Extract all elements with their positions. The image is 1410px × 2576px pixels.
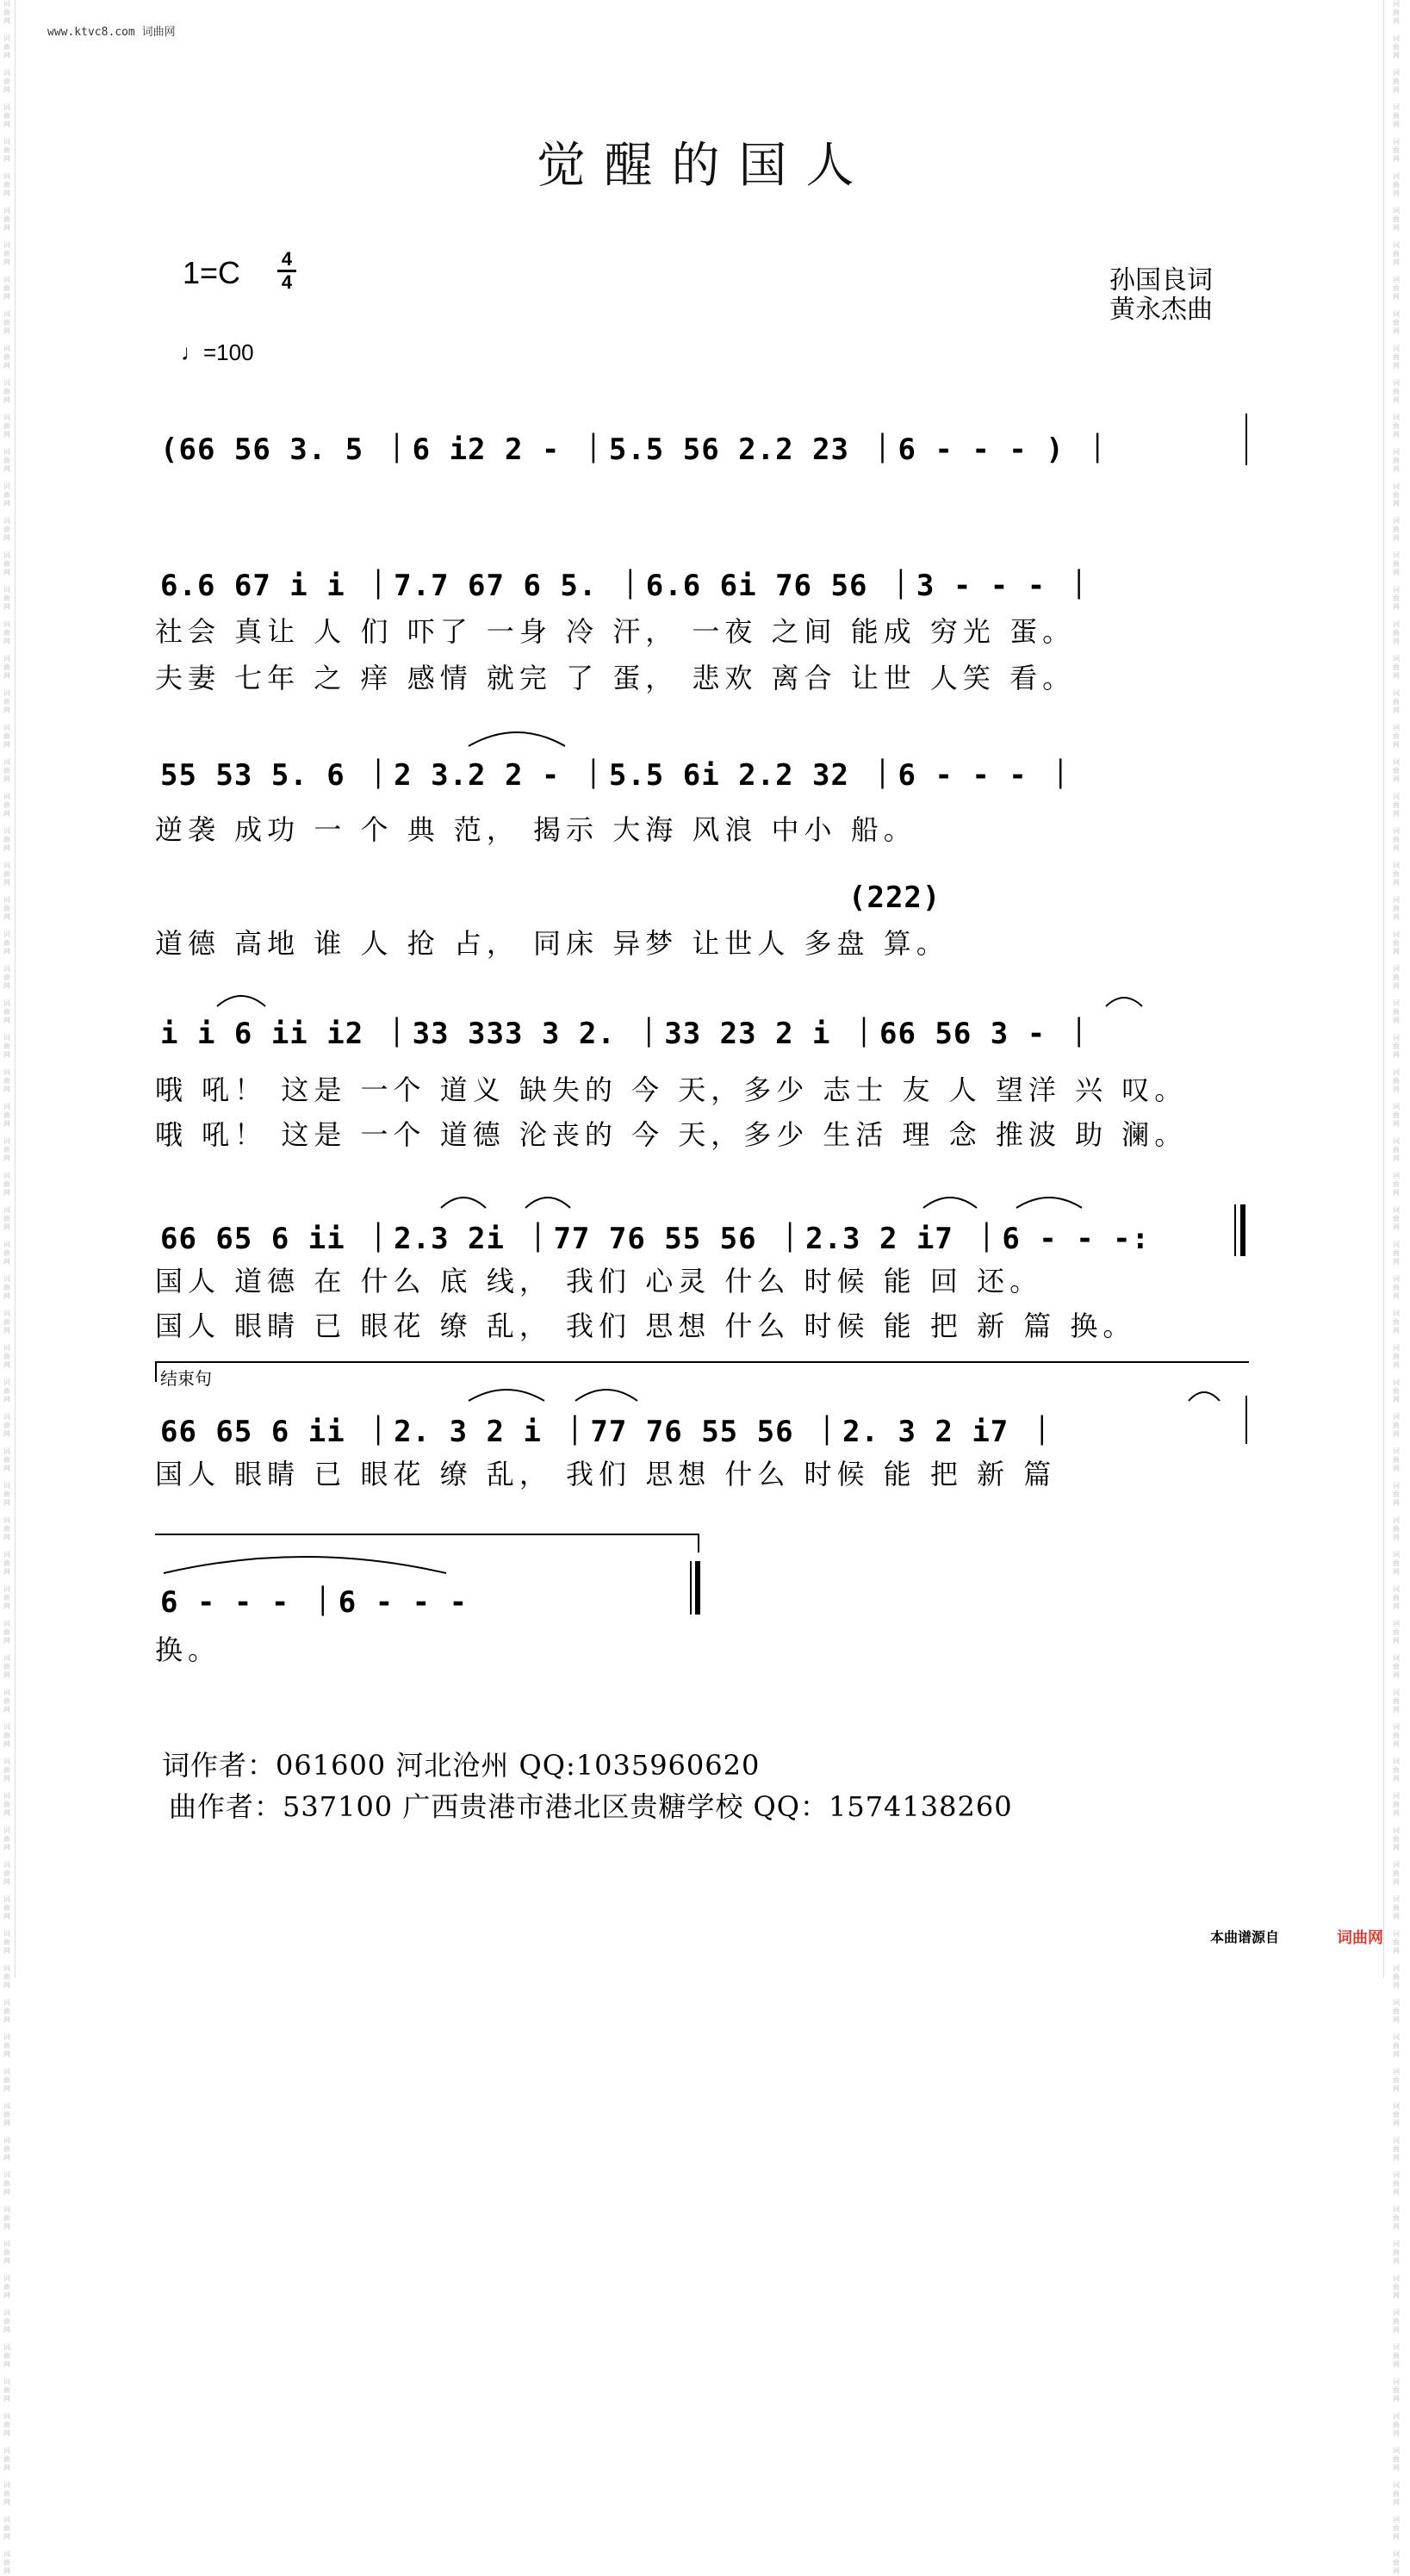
final-barline-thick <box>695 1561 700 1615</box>
lyric-line-5b: 哦 吼！ 这是 一个 道德 沦丧的 今 天，多少 生活 理 念 推波 助 澜。 <box>155 1118 1188 1151</box>
lyric-line-6b: 国人 眼睛 已 眼花 缭 乱， 我们 思想 什么 时候 能 把 新 篇 换。 <box>155 1310 1136 1342</box>
source-label: 本曲谱源自 <box>1210 1929 1280 1945</box>
slur <box>438 1191 489 1211</box>
repeat-end-barline <box>1240 1204 1245 1256</box>
score-line-7-notes: 66 65 6 ii ｜2. 3 2 i ｜77 76 55 56 ｜2. 3 2 i7 ｜ <box>160 1415 1058 1449</box>
lyric-line-6a: 国人 道德 在 什么 底 线， 我们 心灵 什么 时候 能 回 还。 <box>155 1265 1043 1297</box>
lyric-line-3: 逆袭 成功 一 个 典 范， 揭示 大海 风浪 中小 船。 <box>155 813 916 846</box>
slur <box>214 989 269 1010</box>
site-logo[interactable]: 词曲网 <box>1337 1929 1383 1947</box>
ending-bracket-tick <box>155 1361 157 1382</box>
meter-top: 4 <box>281 248 293 270</box>
score-line-2-notes: 6.6 67 i i ｜7.7 67 6 5. ｜6.6 6i 76 56 ｜3 - - - ｜ <box>160 569 1095 603</box>
lyricist-contact: 词作者：061600 河北沧州 QQ:1035960620 <box>162 1749 761 1782</box>
score-line-3-notes: 55 53 5. 6 ｜2 3.2 2 - ｜5.5 6i 2.2 32 ｜6 - - - ｜ <box>160 758 1077 793</box>
barline <box>1234 1204 1236 1256</box>
site-header[interactable]: www.ktvc8.com 词曲网 <box>47 26 176 39</box>
lyric-line-7: 国人 眼睛 已 眼花 缭 乱， 我们 思想 什么 时候 能 把 新 篇 <box>155 1458 1057 1490</box>
slur <box>1013 1191 1085 1211</box>
score-line-8-notes: 6 - - - ｜6 - - - <box>160 1585 469 1620</box>
time-signature <box>277 250 296 292</box>
slur <box>1103 991 1146 1010</box>
score-line-5-notes: i i 6 ii i2 ｜33 333 3 2. ｜33 23 2 i ｜66 56 3 - ｜ <box>160 1017 1095 1051</box>
ending-label: 结束句 <box>160 1368 212 1389</box>
composer-contact: 曲作者：537100 广西贵港市港北区贵糖学校 QQ：1574138260 <box>169 1790 1013 1823</box>
slur <box>1185 1385 1223 1404</box>
barline <box>1245 1396 1247 1444</box>
barline <box>1245 414 1247 465</box>
ending-bracket <box>155 1534 699 1535</box>
composer-credit: 黄永杰曲 <box>1109 295 1213 325</box>
tempo-mark: ♩=100 <box>181 339 254 365</box>
ending-bracket-tick <box>698 1534 699 1552</box>
lyric-line-2b: 夫妻 七年 之 痒 感情 就完 了 蛋， 悲欢 离合 让世 人笑 看。 <box>155 662 1076 694</box>
lyric-line-4: 道德 高地 谁 人 抢 占， 同床 异梦 让世人 多盘 算。 <box>155 927 949 960</box>
song-title: 觉醒的国人 <box>537 138 873 194</box>
tie <box>158 1547 451 1577</box>
final-barline-thin <box>690 1561 692 1615</box>
side-divider-left <box>15 0 16 1977</box>
meter-bottom: 4 <box>281 271 293 293</box>
lyric-line-8: 换。 <box>155 1633 221 1666</box>
lyricist-credit: 孙国良词 <box>1109 265 1213 296</box>
score-line-1-notes: (66 56 3. 5 ｜6 i2 2 - ｜5.5 56 2.2 23 ｜6 - - - ) ｜ <box>160 432 1114 467</box>
slur <box>920 1191 980 1211</box>
lyric-line-2a: 社会 真让 人 们 吓了 一身 冷 汗， 一夜 之间 能成 穷光 蛋。 <box>155 615 1076 648</box>
key-signature: 1=C <box>183 255 241 290</box>
score-line-4-notes: (222) <box>848 880 941 915</box>
side-watermark-left: 词 曲 网 词 曲 网 词 曲 网 词 曲 网 词 曲 网 词 曲 网 词 曲 网 词 曲 网 词 曲 网 词 曲 网 词 曲 网 词 曲 网 词 曲 网 词 曲 网 词 曲 网 词 曲 网 词 曲 网 词 曲 网 词 曲 网 词 曲 网 词 曲 网 词 曲 网 词 曲 网 词 曲 网 词 曲 网 词 曲 网 词 曲 网 词 曲 网 词 曲 网 词 曲 网 词 曲 网 词 曲 网 词 曲 网 词 曲 网 词 曲 网 词 曲 网 词 曲 网 词 曲 网 词 曲 网 词 曲 网 词 曲 网 词 曲 网 词 曲 网 词 曲 网 词 曲 网 词 曲 网 词 曲 网 词 曲 网 词 曲 网 词 曲 网 词 曲 网 词 曲 网 词 曲 网 词 曲 网 词 曲 网 词 曲 网 词 曲 网 词 曲 网 词 曲 网 词 曲 网 词 曲 网 词 曲 网 词 曲 网 词 曲 网 词 曲 网 词 曲 网 词 曲 网 词 曲 网 词 曲 网 词 曲 网 词 曲 网 词 曲 网 词 曲 网 词 曲 网 词 曲 网 <box>3 0 10 2575</box>
lyric-line-5a: 哦 吼！ 这是 一个 道义 缺失的 今 天，多少 志士 友 人 望洋 兴 叹。 <box>155 1073 1188 1106</box>
slur <box>465 1382 548 1404</box>
side-watermark-right: 词 曲 网 词 曲 网 词 曲 网 词 曲 网 词 曲 网 词 曲 网 词 曲 网 词 曲 网 词 曲 网 词 曲 网 词 曲 网 词 曲 网 词 曲 网 词 曲 网 词 曲 网 词 曲 网 词 曲 网 词 曲 网 词 曲 网 词 曲 网 词 曲 网 词 曲 网 词 曲 网 词 曲 网 词 曲 网 词 曲 网 词 曲 网 词 曲 网 词 曲 网 词 曲 网 词 曲 网 词 曲 网 词 曲 网 词 曲 网 词 曲 网 词 曲 网 词 曲 网 词 曲 网 词 曲 网 词 曲 网 词 曲 网 词 曲 网 词 曲 网 词 曲 网 词 曲 网 词 曲 网 词 曲 网 词 曲 网 词 曲 网 词 曲 网 词 曲 网 词 曲 网 词 曲 网 词 曲 网 词 曲 网 词 曲 网 词 曲 网 词 曲 网 词 曲 网 词 曲 网 词 曲 网 词 曲 网 词 曲 网 词 曲 网 词 曲 网 词 曲 网 词 曲 网 词 曲 网 词 曲 网 词 曲 网 词 曲 网 词 曲 网 词 曲 网 词 曲 网 词 曲 网 <box>1393 0 1400 2575</box>
side-divider-right <box>1383 0 1384 1977</box>
ending-bracket <box>155 1361 1249 1363</box>
slur <box>572 1382 641 1404</box>
slur <box>465 724 568 750</box>
score-line-6-notes: 66 65 6 ii ｜2.3 2i ｜77 76 55 56 ｜2.3 2 i7 ｜6 - - -: <box>160 1222 1151 1256</box>
slur <box>522 1191 574 1211</box>
